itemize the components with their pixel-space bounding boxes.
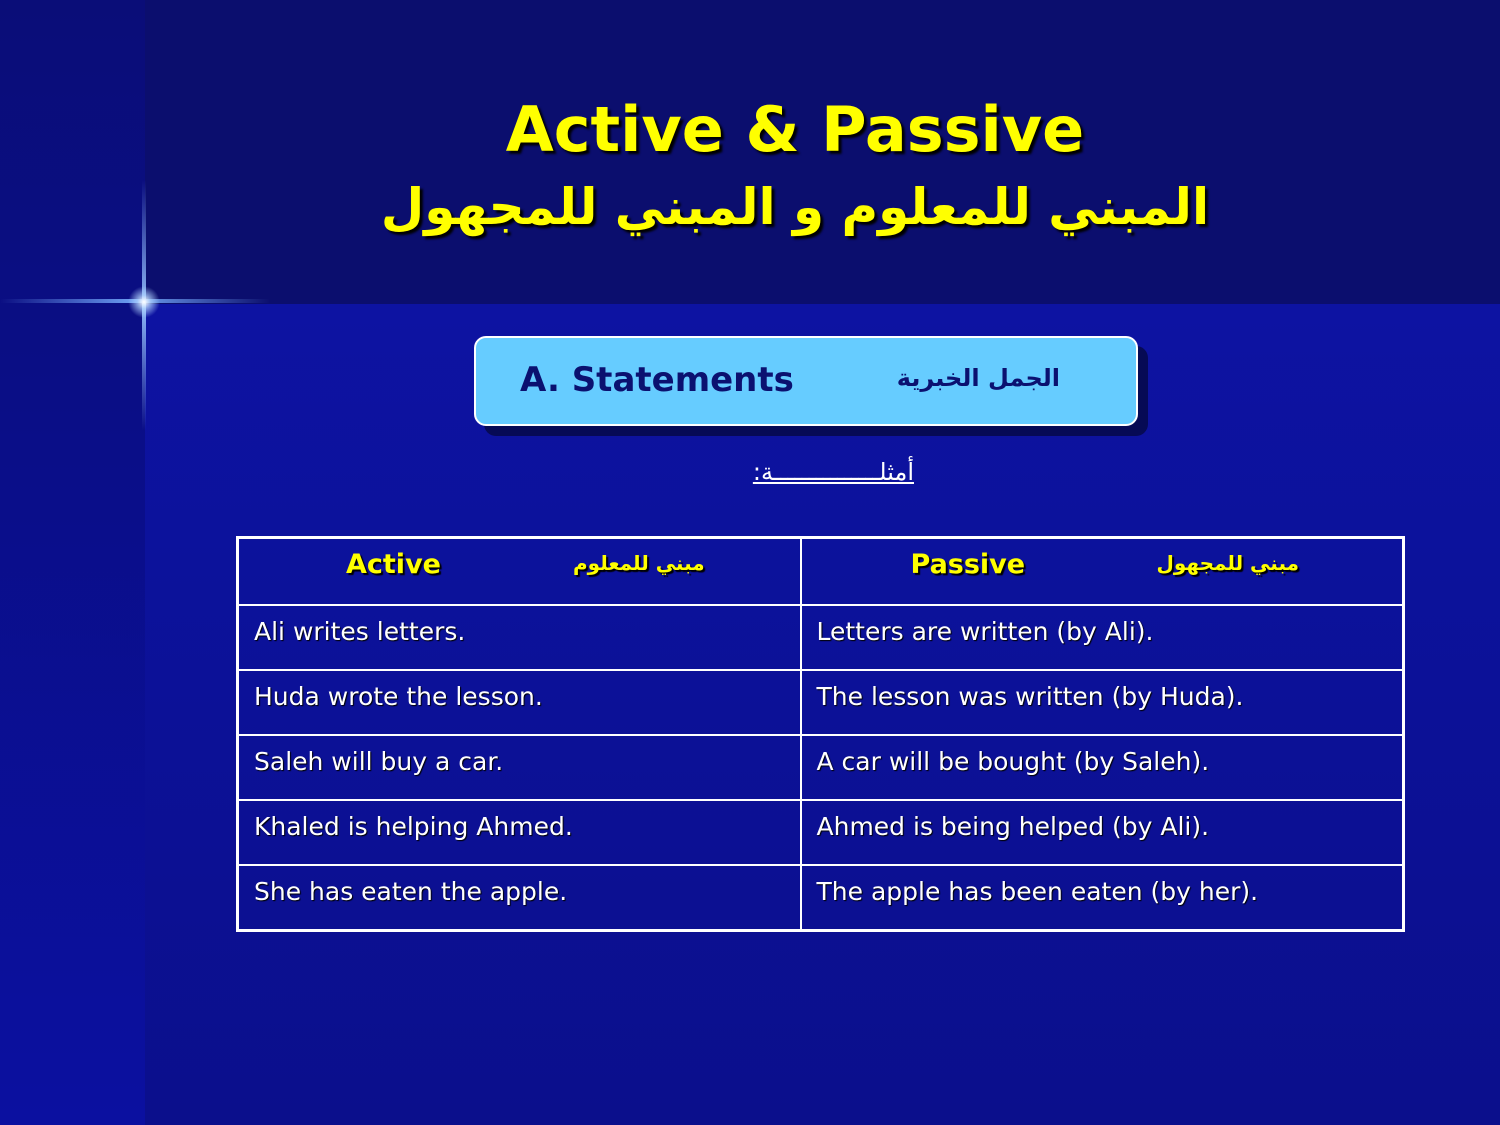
active-sentence: Khaled is helping Ahmed. <box>238 800 801 865</box>
statements-banner <box>474 336 1138 426</box>
slide-title: Active & Passive <box>505 93 1085 166</box>
header-passive-english: Passive <box>910 549 1026 580</box>
passive-sentence: Letters are written (by Ali). <box>801 605 1404 670</box>
light-flare-core <box>128 286 160 318</box>
examples-label: أمثلـــــــــــــــة: <box>752 458 914 486</box>
table-row <box>238 865 1404 930</box>
table-row <box>238 735 1404 800</box>
table-header-row <box>238 538 1404 606</box>
passive-sentence: Ahmed is being helped (by Ali). <box>801 800 1404 865</box>
active-passive-table <box>236 536 1405 932</box>
header-passive-arabic: مبني للمجهول <box>1156 551 1299 575</box>
passive-sentence: A car will be bought (by Saleh). <box>801 735 1404 800</box>
active-sentence: Huda wrote the lesson. <box>238 670 801 735</box>
examples-table-wrapper <box>236 536 1402 952</box>
active-sentence: Saleh will buy a car. <box>238 735 801 800</box>
header-active-english: Active <box>346 549 441 580</box>
banner-label-arabic: الجمل الخبرية <box>896 364 1060 392</box>
header-active-arabic: مبني للمعلوم <box>573 551 705 575</box>
active-sentence: She has eaten the apple. <box>238 865 801 930</box>
slide-subtitle-arabic: المبني للمعلوم و المبني للمجهول <box>380 178 1210 236</box>
table-row <box>238 670 1404 735</box>
table-row <box>238 800 1404 865</box>
banner-label-english: A. Statements <box>520 360 794 400</box>
table-row <box>238 605 1404 670</box>
passive-sentence: The apple has been eaten (by her). <box>801 865 1404 930</box>
active-sentence: Ali writes letters. <box>238 605 801 670</box>
header-passive <box>801 538 1404 606</box>
background-left-panel <box>0 0 145 1125</box>
header-active <box>238 538 801 606</box>
passive-sentence: The lesson was written (by Huda). <box>801 670 1404 735</box>
